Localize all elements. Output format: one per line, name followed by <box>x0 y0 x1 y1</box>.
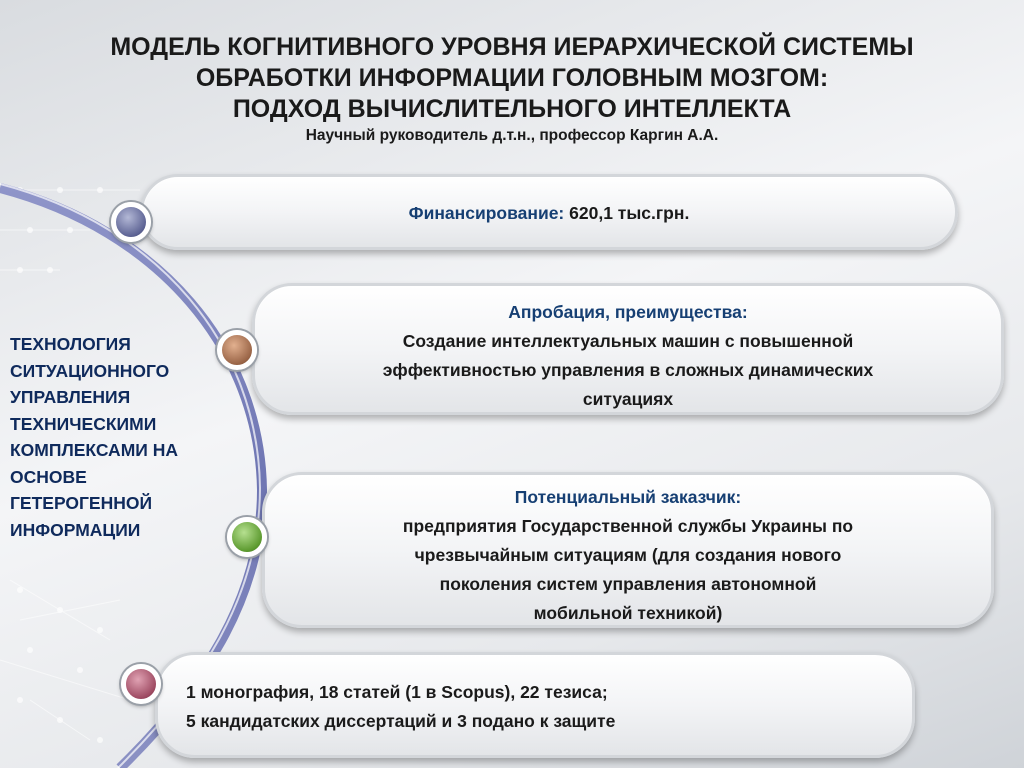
funding-card <box>140 174 958 250</box>
approbation-text-line: ситуациях <box>582 389 674 409</box>
supervisor-subtitle: Научный руководитель д.т.н., профессор Каргин А.А. <box>305 127 719 144</box>
publications-card <box>155 652 915 758</box>
customer-bullet-icon <box>227 517 267 557</box>
customer-text-line: поколения систем управления автономной <box>439 574 817 594</box>
approbation-card <box>252 283 1004 415</box>
technology-label-line: СИТУАЦИОННОГО <box>10 360 170 381</box>
approbation-text-line: эффективностью управления в сложных динамических <box>382 360 874 380</box>
publications-text-line: 5 кандидатских диссертаций и 3 подано к защите <box>186 711 616 731</box>
approbation-label: Апробация, преимущества: <box>508 302 748 322</box>
customer-text-line: мобильной техникой) <box>533 603 723 623</box>
title-line: МОДЕЛЬ КОГНИТИВНОГО УРОВНЯ ИЕРАРХИЧЕСКОЙ СИСТЕМЫ <box>110 33 914 61</box>
funding-label: Финансирование: <box>408 203 565 223</box>
customer-card <box>262 472 994 628</box>
title-line: ОБРАБОТКИ ИНФОРМАЦИИ ГОЛОВНЫМ МОЗГОМ: <box>195 64 829 92</box>
technology-label-line: ГЕТЕРОГЕННОЙ <box>10 493 153 513</box>
technology-label-line: ОСНОВЕ <box>10 466 87 487</box>
publications-bullet-icon <box>121 664 161 704</box>
technology-label-line: ИНФОРМАЦИИ <box>10 519 141 540</box>
technology-label-line: КОМПЛЕКСАМИ НА <box>10 440 178 460</box>
customer-text-line: предприятия Государственной службы Украины по <box>402 516 854 536</box>
technology-label <box>10 331 250 543</box>
funding-value: 620,1 тыс.грн. <box>564 203 690 223</box>
publications-text-line: 1 монография, 18 статей (1 в Scopus), 22 тезиса; <box>186 682 608 702</box>
customer-label: Потенциальный заказчик: <box>514 487 742 507</box>
customer-text-line: чрезвычайным ситуациям (для создания нового <box>414 545 842 565</box>
funding-bullet-icon <box>111 202 151 242</box>
approbation-bullet-icon <box>217 330 257 370</box>
slide-title <box>0 32 1024 147</box>
technology-label-line: ТЕХНИЧЕСКИМИ <box>10 413 157 434</box>
technology-label-line: ТЕХНОЛОГИЯ <box>10 334 131 354</box>
title-line: ПОДХОД ВЫЧИСЛИТЕЛЬНОГО ИНТЕЛЛЕКТА <box>232 95 792 123</box>
approbation-text-line: Создание интеллектуальных машин с повышенной <box>402 331 854 351</box>
technology-label-line: УПРАВЛЕНИЯ <box>10 387 131 407</box>
